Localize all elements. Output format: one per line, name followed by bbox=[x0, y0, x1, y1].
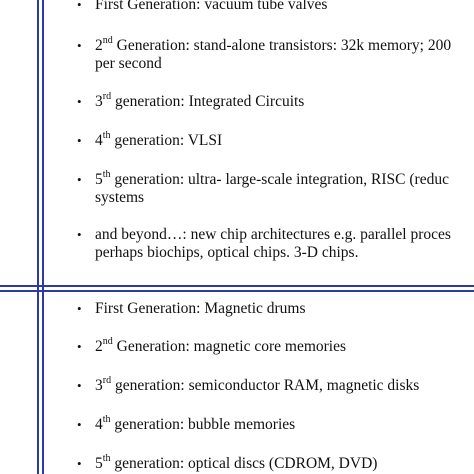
table-cell-processor-generations bbox=[44, 0, 474, 285]
list-item: • 2nd Generation: magnetic core memories bbox=[77, 335, 347, 355]
table-border-vertical-outer bbox=[37, 0, 39, 474]
list-item: • First Generation: Magnetic drums bbox=[77, 300, 306, 317]
bullet-glyph: • bbox=[77, 227, 82, 242]
list-item: • 4th generation: bubble memories bbox=[77, 413, 296, 433]
table-border-horizontal-upper bbox=[0, 285, 474, 287]
bullet-glyph: • bbox=[77, 339, 82, 354]
bullet-glyph: • bbox=[77, 378, 82, 393]
list-item: • 4th generation: VLSI bbox=[77, 129, 223, 149]
bullet-glyph: • bbox=[77, 456, 82, 471]
bullet-glyph: • bbox=[77, 172, 82, 187]
table-cell-storage-generations bbox=[44, 292, 474, 474]
bullet-glyph: • bbox=[77, 94, 82, 109]
bullet-glyph: • bbox=[77, 0, 82, 12]
list-item: • 2nd Generation: stand-alone transistors: 32k memory; 200 per second bbox=[77, 34, 452, 72]
list-item: • 5th generation: ultra- large-scale integration, RISC (reduc systems bbox=[77, 168, 449, 206]
bullet-glyph: • bbox=[77, 301, 82, 316]
list-item: • 5th generation: optical discs (CDROM, DVD) bbox=[77, 452, 378, 472]
list-item: • and beyond…: new chip architectures e.g. parallel proces perhaps biochips, optical chips. 3-D chips. bbox=[77, 226, 451, 261]
bullet-glyph: • bbox=[77, 38, 82, 53]
bullet-glyph: • bbox=[77, 417, 82, 432]
list-item: • First Generation: vacuum tube valves bbox=[44, 0, 327, 14]
list-item: • 3rd generation: semiconductor RAM, magnetic disks bbox=[77, 374, 420, 394]
list-item: • 3rd generation: Integrated Circuits bbox=[77, 90, 305, 110]
bullet-glyph: • bbox=[77, 133, 82, 148]
